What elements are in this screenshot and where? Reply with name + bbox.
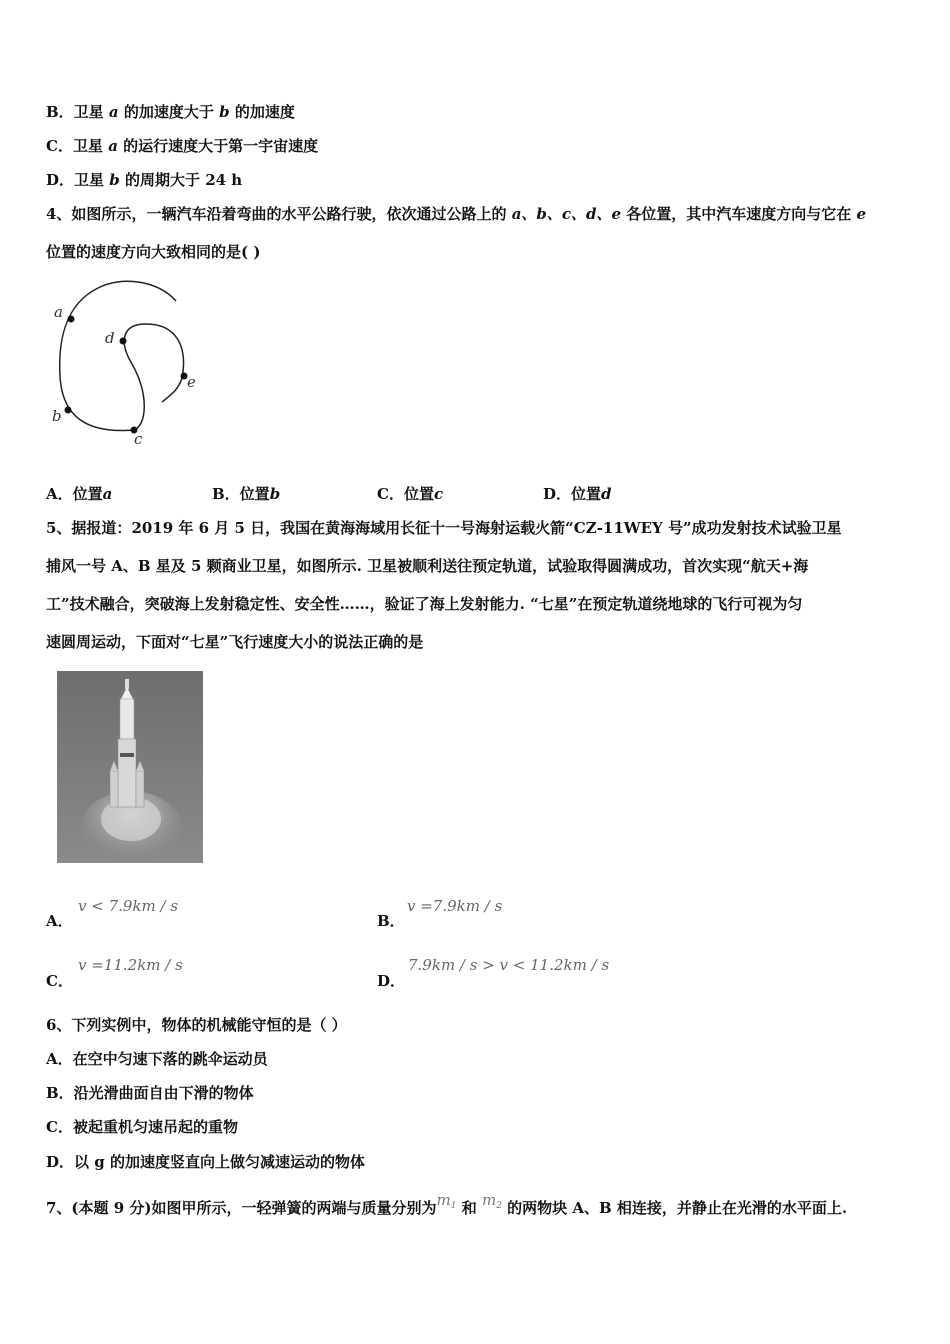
q6-option-c: C．被起重机匀速吊起的重物 [46, 1118, 238, 1136]
q3-option-d: D．卫星 b 的周期大于 24 h [46, 171, 243, 189]
label-e: e [187, 373, 196, 391]
q3-option-b: B．卫星 a 的加速度大于 b 的加速度 [46, 103, 295, 121]
rocket-photo [57, 671, 203, 863]
point-a [68, 316, 75, 323]
q5-option-b-math: v =7.9km / s [407, 897, 503, 915]
label-d: d [105, 329, 115, 347]
q5-stem-line2: 捕风一号 A、B 星及 5 颗商业卫星，如图所示. 卫星被顺利送往预定轨道，试验取得圆满成功，首次实现“航天+海 [46, 557, 809, 575]
q6-option-d: D．以 g 的加速度竖直向上做匀减速运动的物体 [46, 1153, 365, 1171]
road-curve-figure [46, 276, 216, 456]
q6-stem: 6、下列实例中，物体的机械能守恒的是（ ） [46, 1016, 347, 1034]
m2-symbol: $m_2$ [481, 1191, 502, 1211]
q7-stem: 7、(本题 9 分)如图甲所示，一轻弹簧的两端与质量分别为$m_1$ 和 $m_2$ 的两物块 A、B 相连接，并静止在光滑的水平面上. [46, 1191, 848, 1217]
q4-option-d: D．位置d [543, 485, 612, 503]
q6-option-b: B．沿光滑曲面自由下滑的物体 [46, 1084, 254, 1102]
q4-stem-line1: 4、如图所示，一辆汽车沿着弯曲的水平公路行驶，依次通过公路上的 a、b、c、d、e 各位置，其中汽车速度方向与它在 e [46, 205, 867, 223]
q4-option-b: B．位置b [212, 485, 281, 503]
point-b [65, 407, 72, 414]
q5-option-b: B． [377, 912, 405, 930]
point-d [120, 338, 127, 345]
q4-stem-line2: 位置的速度方向大致相同的是( ) [46, 243, 261, 261]
label-a: a [54, 303, 63, 321]
q5-option-a: A． [46, 912, 73, 930]
q4-option-c: C．位置c [377, 485, 444, 503]
q5-option-d-math: 7.9km / s > v < 11.2km / s [408, 956, 610, 974]
label-b: b [52, 407, 62, 425]
q5-option-c: C． [46, 972, 73, 990]
q5-stem-line3: 工”技术融合，突破海上发射稳定性、安全性……，验证了海上发射能力. “七星”在预定轨道绕地球的飞行可视为匀 [46, 595, 803, 613]
q3-option-c: C．卫星 a 的运行速度大于第一宇宙速度 [46, 137, 319, 155]
q4-option-a: A．位置a [46, 485, 113, 503]
q6-option-a: A．在空中匀速下落的跳伞运动员 [46, 1050, 268, 1068]
q5-option-a-math: v < 7.9km / s [78, 897, 179, 915]
q5-option-c-math: v =11.2km / s [78, 956, 183, 974]
q5-stem-line1: 5、据报道：2019 年 6 月 5 日，我国在黄海海域用长征十一号海射运载火箭“CZ-11WEY 号”成功发射技术试验卫星 [46, 519, 842, 537]
q5-option-d: D． [377, 972, 406, 990]
label-c: c [134, 430, 143, 448]
m1-symbol: $m_1$ [436, 1191, 457, 1211]
q5-stem-line4: 速圆周运动，下面对“七星”飞行速度大小的说法正确的是 [46, 633, 424, 651]
road-curve [60, 281, 184, 430]
